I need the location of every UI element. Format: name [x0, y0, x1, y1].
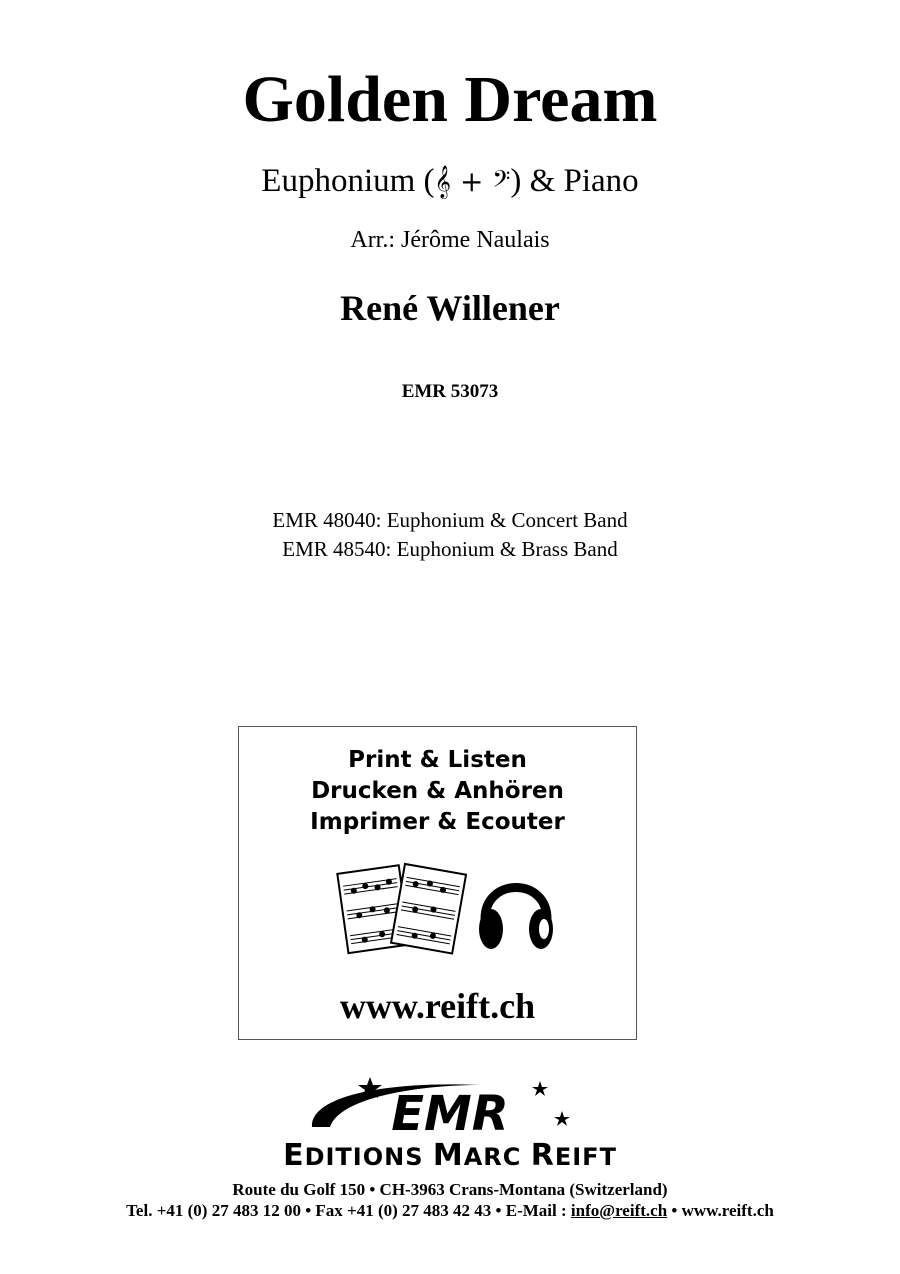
emr-logo-text: EMR: [391, 1086, 509, 1142]
headphones-icon: [479, 888, 553, 950]
promo-icons: [335, 857, 555, 957]
arranger: Arr.: Jérôme Naulais: [350, 227, 550, 253]
publisher-word: DITIONS: [304, 1143, 433, 1171]
related-edition: EMR 48040: Euphonium & Concert Band: [272, 508, 628, 532]
email-link[interactable]: info@reift.ch: [570, 1201, 668, 1220]
promo-lines: [239, 745, 636, 838]
composer: René Willener: [340, 288, 560, 328]
publisher-contact: [0, 1201, 900, 1221]
promo-line-en: Print & Listen: [348, 747, 527, 773]
instrumentation-prefix: Euphonium (: [261, 163, 435, 199]
instrumentation-suffix: ) & Piano: [510, 163, 639, 199]
publisher-name: [0, 1138, 900, 1173]
publisher-initial: E: [283, 1138, 305, 1173]
catalog-number: EMR 53073: [401, 381, 499, 402]
promo-url: www.reift.ch: [339, 986, 536, 1026]
publisher-word: EIFT: [554, 1143, 617, 1171]
publisher-initial: M: [432, 1138, 464, 1173]
print-listen-box: [238, 726, 637, 1040]
clef-icon: 𝄞 + 𝄢: [434, 165, 511, 198]
sheet-music-icon: [337, 864, 466, 954]
contact-website: • www.reift.ch: [667, 1201, 774, 1220]
page-title: Golden Dream: [242, 63, 658, 136]
publisher-initial: R: [530, 1138, 555, 1173]
publisher-word: ARC: [463, 1143, 531, 1171]
emr-logo: [300, 1075, 600, 1145]
promo-line-fr: Imprimer & Ecouter: [310, 809, 565, 835]
related-edition: EMR 48540: Euphonium & Brass Band: [282, 537, 618, 561]
contact-phone-fax: Tel. +41 (0) 27 483 12 00 • Fax +41 (0) 27 483 42 43 • E-Mail :: [126, 1201, 571, 1220]
related-editions: [0, 506, 900, 564]
promo-line-de: Drucken & Anhören: [311, 778, 564, 804]
publisher-address: Route du Golf 150 • CH-3963 Crans-Montana (Switzerland): [232, 1180, 668, 1199]
instrumentation: [0, 163, 900, 200]
